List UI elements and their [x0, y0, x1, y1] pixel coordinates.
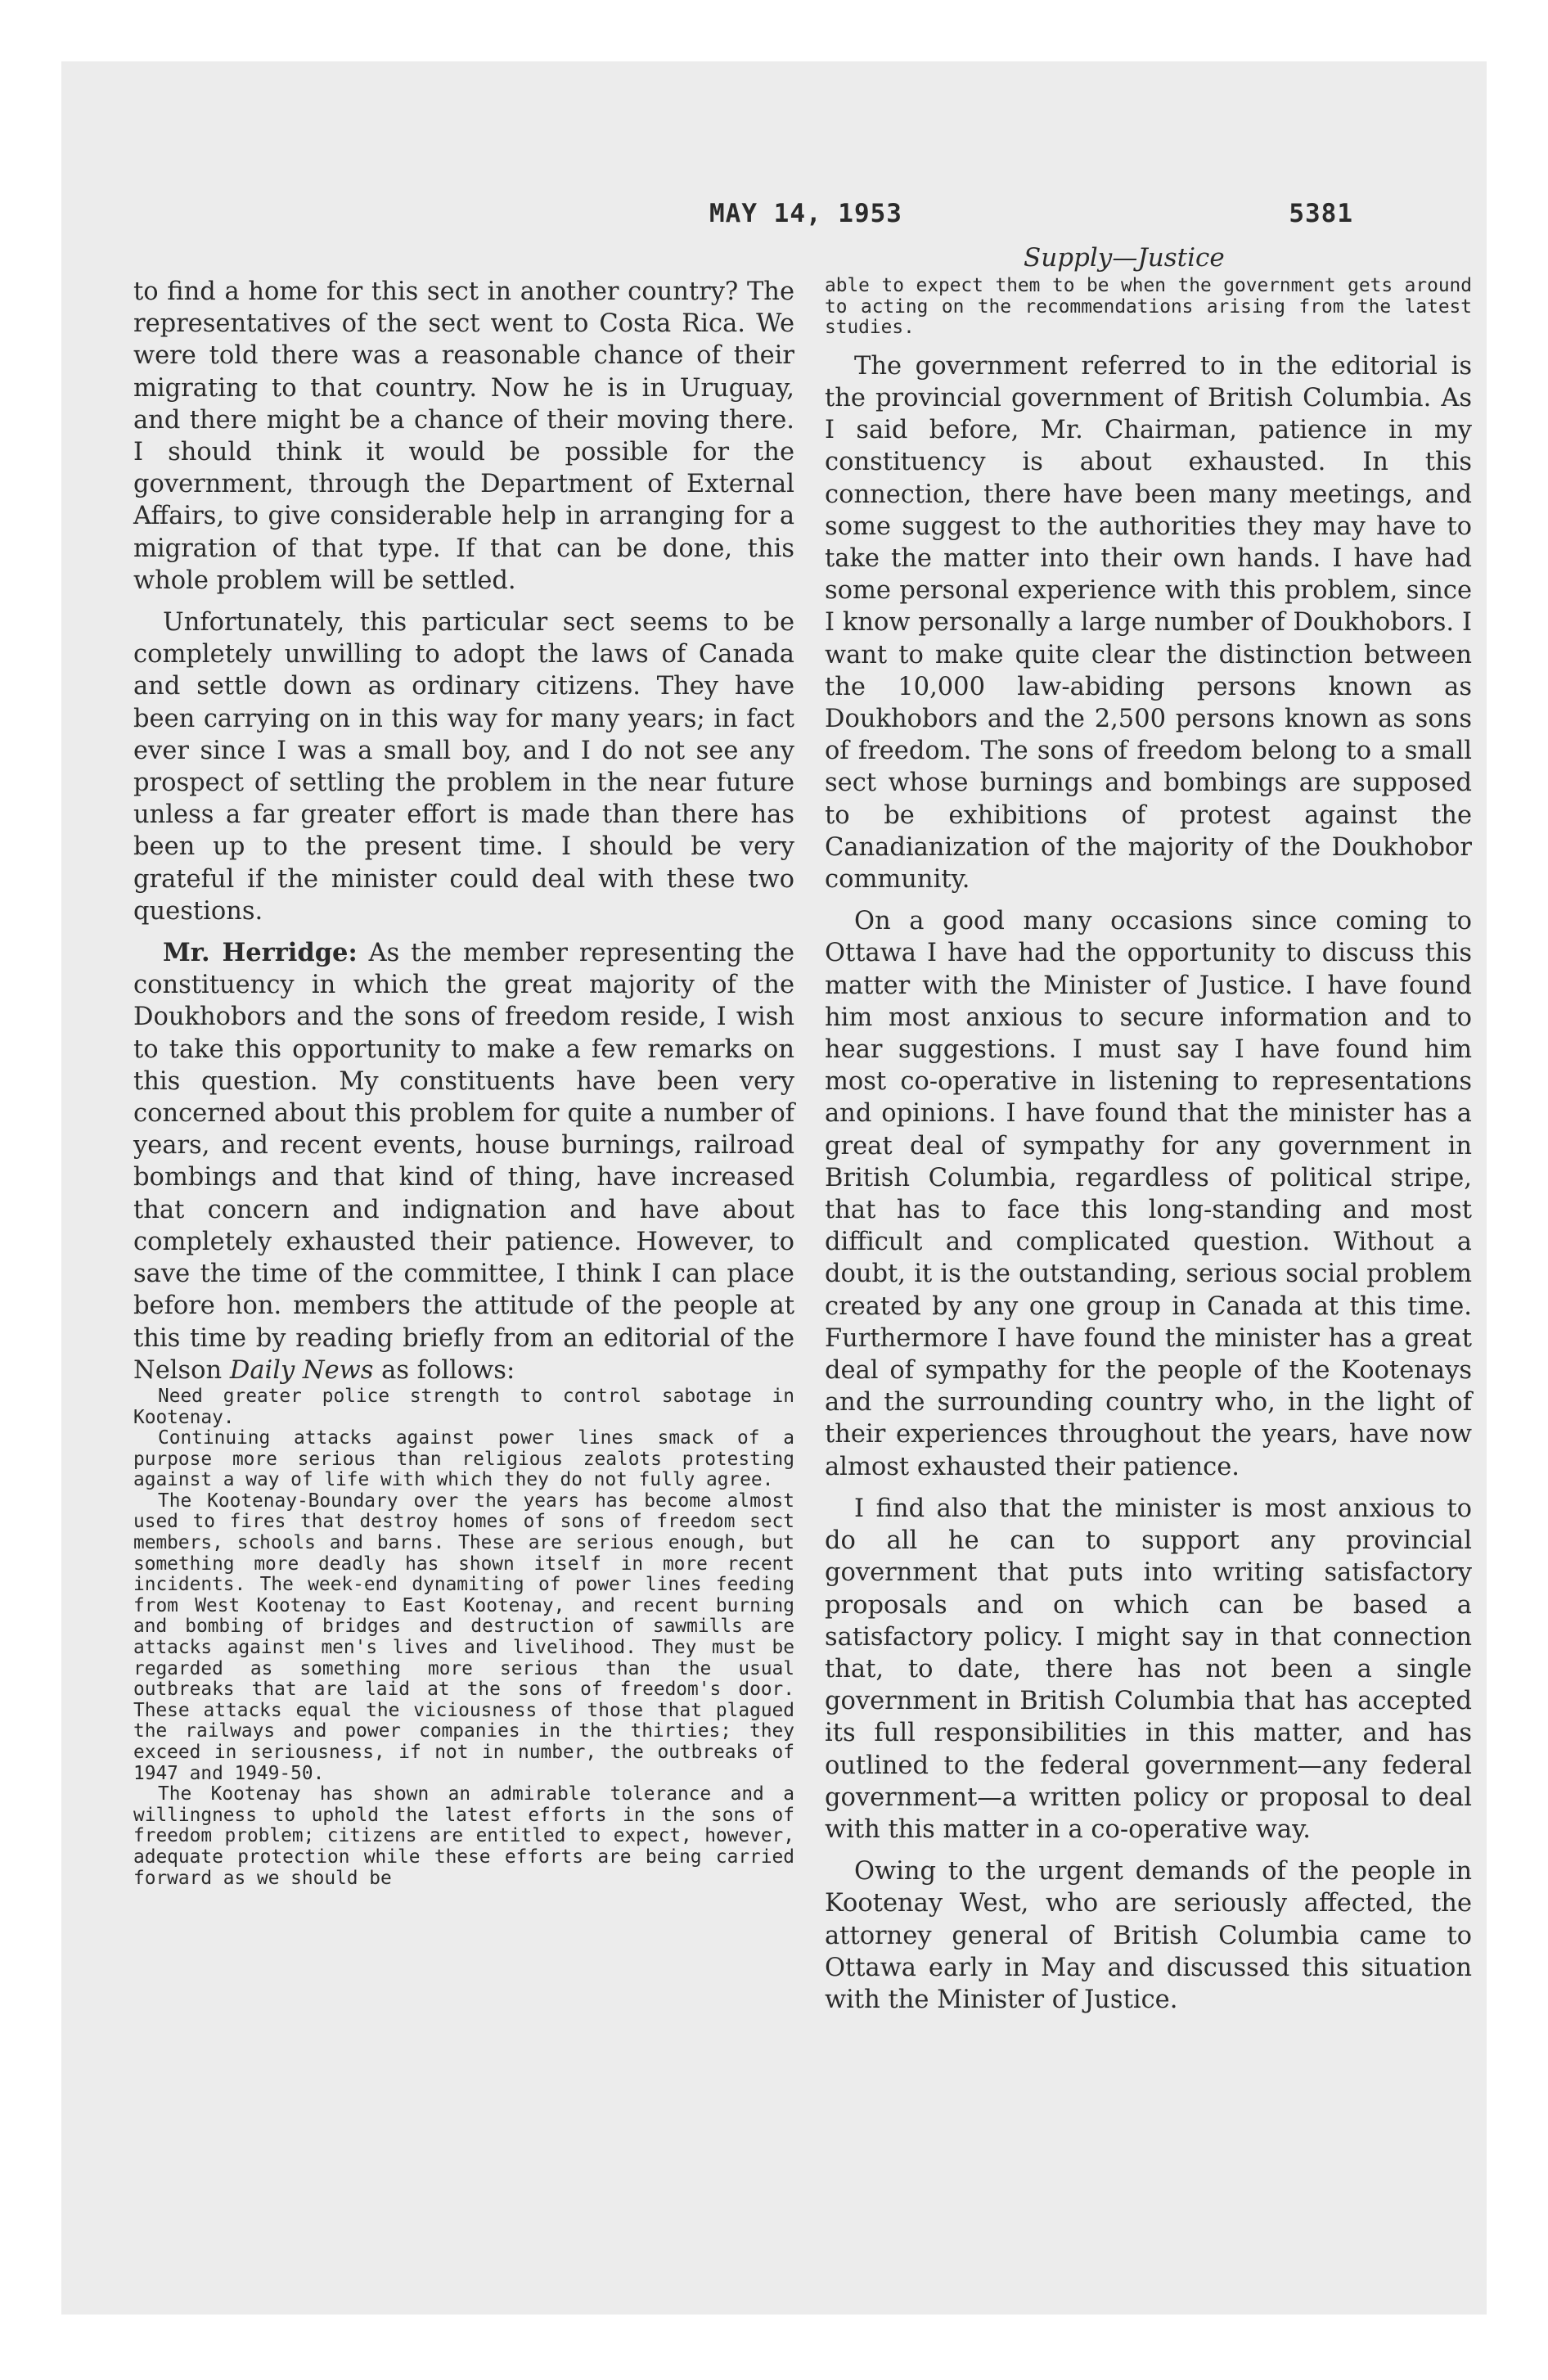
right-column — [825, 276, 1472, 2016]
page-sheet — [61, 61, 1487, 2315]
paragraph-7: Owing to the urgent demands of the people in Kootenay West, who are seriously affected, the attorney general of British Columbia came to Ottawa early in May and discussed this situation with the Minister of Justice. — [825, 1857, 1472, 2014]
editorial-quote-4: The Kootenay has shown an admirable tolerance and a willingness to uphold the latest efforts in the sons of freedom problem; citizens are entitled to expect, however, adequate protection while these efforts are being carried forward as we should be — [133, 1783, 794, 1889]
running-head: Supply—Justice — [1024, 243, 1225, 273]
herridge-text: As the member representing the constituency in which the great majority of the Doukhobors and the sons of freedom reside, I wish to take this opportunity to make a few remarks on this question. My constituents have been very concerned about this problem for quite a number of years, and recent events, house burnings, railroad bombings and that kind of thing, have increased that concern and indignation and have about completely exhausted their patience. However, to save the time of the committee, I think I can place before hon. members the attitude of the people at this time by reading briefly from an editorial of the Nelson — [133, 939, 794, 1385]
paragraph-1: to find a home for this sect in another country? The representatives of the sect went to Costa Rica. We were told there was a reasonable chance of their migrating to that country. Now he is in Uruguay, and there might be a chance of their moving there. I should think it would be possible for the government, through the Department of External Affairs, to give considerable help in arranging for a migration of that type. If that can be done, this whole problem will be settled. — [133, 277, 794, 595]
left-column — [133, 276, 794, 1889]
editorial-quote-1: Need greater police strength to control sabotage in Kootenay. — [133, 1385, 794, 1428]
paragraph-6: I find also that the minister is most anxious to do all he can to support any provincial government that puts into writing satisfactory proposals and on which can be based a satisfactory policy. I might say in that connection that, to date, there has not been a single government in British Columbia that has accepted its full responsibilities in this matter, and has outlined to the federal government—any federal government—a written policy or proposal to deal with this matter in a co-operative way. — [825, 1494, 1472, 1844]
editorial-quote-2: Continuing attacks against power lines smack of a purpose more serious than religious zealots protesting against a way of life with which they do not fully agree. — [133, 1427, 794, 1491]
editorial-quote-5: able to expect them to be when the government gets around to acting on the recommendations arising from the latest studies. — [825, 275, 1472, 339]
page-date: MAY 14, 1953 — [709, 199, 902, 228]
speaker-name: Mr. Herridge: — [163, 938, 358, 968]
herridge-text-end: as follows: — [373, 1355, 515, 1385]
paragraph-4: The government referred to in the editorial is the provincial government of British Columbia. As I said before, Mr. Chairman, patience in my constituency is about exhausted. In this connection, there have been many meetings, and some suggest to the authorities they may have to take the matter into their own hands. I have had some personal experience with this problem, since I know personally a large number of Doukhobors. I want to make quite clear the distinction between the 10,000 law-abiding persons known as Doukhobors and the 2,500 persons known as sons of freedom. The sons of freedom belong to a small sect whose burnings and bombings are supposed to be exhibitions of protest against the Canadianization of the majority of the Doukhobor community. — [825, 351, 1472, 895]
paragraph-2: Unfortunately, this particular sect seems to be completely unwilling to adopt the laws of Canada and settle down as ordinary citizens. They have been carrying on in this way for many years; in fact ever since I was a small boy, and I do not see any prospect of settling the problem in the near future unless a far greater effort is made than there has been up to the present time. I should be very grateful if the minister could deal with these two questions. — [133, 608, 794, 926]
paragraph-herridge — [133, 937, 794, 1386]
newspaper-name: Daily News — [229, 1355, 374, 1385]
paragraph-5: On a good many occasions since coming to Ottawa I have had the opportunity to discuss this matter with the Minister of Justice. I have found him most anxious to secure information and to hear suggestions. I must say I have found him most co-operative in listening to representations and opinions. I have found that the minister has a great deal of sympathy for any government in British Columbia, regardless of political stripe, that has to face this long-standing and most difficult and complicated question. Without a doubt, it is the outstanding, serious social problem created by any one group in Canada at this time. Furthermore I have found the minister has a great deal of sympathy for the people of the Kootenays and the surrounding country who, in the light of their experiences throughout the years, have now almost exhausted their patience. — [825, 907, 1472, 1481]
editorial-quote-3: The Kootenay-Boundary over the years has become almost used to fires that destroy homes of sons of freedom sect members, schools and barns. These are serious enough, but something more deadly has shown itself in more recent incidents. The week-end dynamiting of power lines feeding from West Kootenay to East Kootenay, and recent burning and bombing of bridges and destruction of sawmills are attacks against men's lives and livelihood. They must be regarded as something more serious than the usual outbreaks that are laid at the sons of freedom's door. These attacks equal the viciousness of those that plagued the railways and power companies in the thirties; they exceed in seriousness, if not in number, the outbreaks of 1947 and 1949-50. — [133, 1490, 794, 1784]
page-number: 5381 — [1289, 199, 1353, 228]
